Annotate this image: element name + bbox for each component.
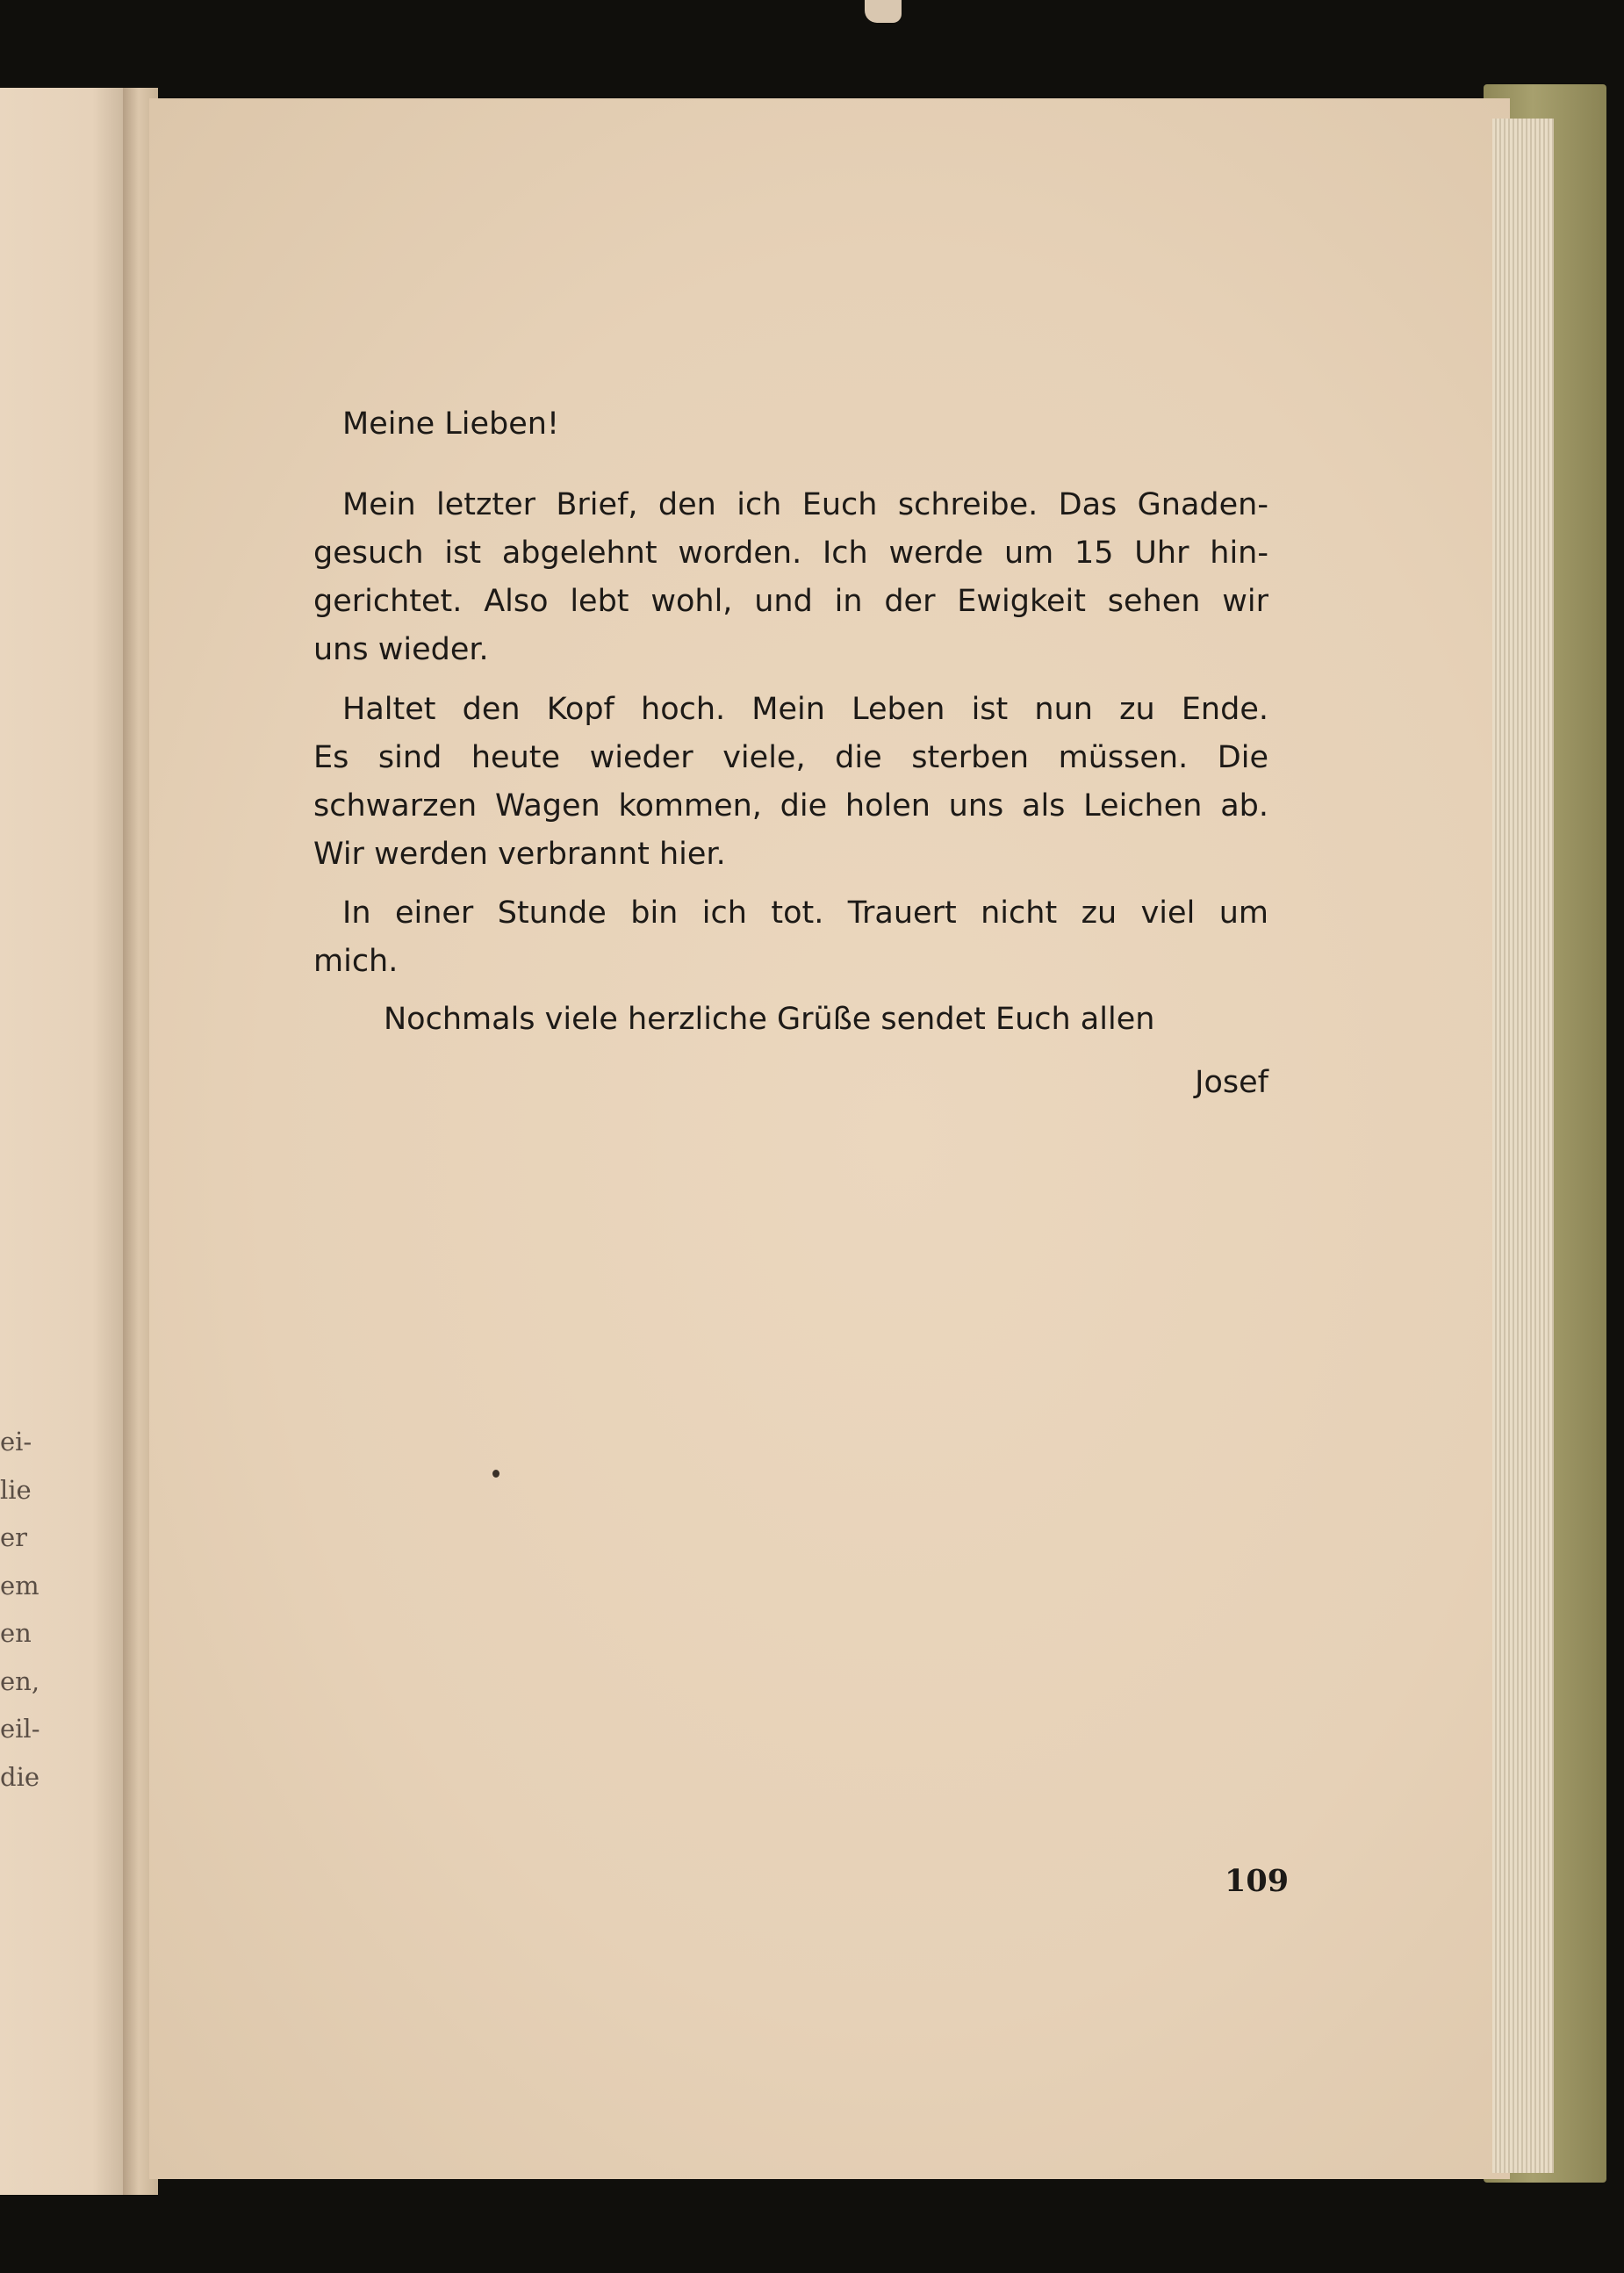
text-line: mich. bbox=[313, 944, 399, 979]
letter-paragraph-3 bbox=[313, 889, 1268, 986]
text-line: Es sind heute wieder viele, die sterben müssen. Die bbox=[313, 740, 1268, 775]
page-number: 109 bbox=[1225, 1863, 1290, 1899]
text-line: Mein letzter Brief, den ich Euch schreibe. Das Gnaden- bbox=[342, 487, 1268, 522]
text-line: uns wieder. bbox=[313, 632, 489, 667]
text-line: gerichtet. Also lebt wohl, und in der Ewigkeit sehen wir bbox=[313, 584, 1268, 619]
left-page-fragment: em bbox=[0, 1570, 40, 1600]
left-page bbox=[0, 88, 132, 2195]
left-page-fragment: er bbox=[0, 1522, 28, 1552]
page-block-edges bbox=[1492, 119, 1554, 2173]
left-page-fragment: eil- bbox=[0, 1714, 40, 1744]
letter-paragraph-1 bbox=[313, 481, 1268, 674]
text-line: Wir werden verbrannt hier. bbox=[313, 837, 726, 872]
left-page-fragment: en, bbox=[0, 1665, 40, 1696]
left-page-text-fragments bbox=[0, 1418, 40, 1801]
left-page-fragment: lie bbox=[0, 1474, 32, 1505]
letter-salutation: Meine Lieben! bbox=[342, 406, 560, 442]
left-page-fragment: ei- bbox=[0, 1427, 32, 1457]
text-line: In einer Stunde bin ich tot. Trauert nicht zu viel um bbox=[342, 896, 1268, 931]
letter-paragraph-2 bbox=[313, 686, 1268, 879]
text-line: Haltet den Kopf hoch. Mein Leben ist nun zu Ende. bbox=[342, 692, 1268, 727]
paper-scrap bbox=[865, 0, 902, 23]
left-page-fragment: en bbox=[0, 1618, 32, 1648]
ink-speck bbox=[492, 1470, 499, 1478]
letter-closing: Nochmals viele herzliche Grüße sendet Euch allen bbox=[384, 1002, 1155, 1037]
text-line: schwarzen Wagen kommen, die holen uns als Leichen ab. bbox=[313, 788, 1268, 824]
text-line: gesuch ist abgelehnt worden. Ich werde um 15 Uhr hin- bbox=[313, 536, 1268, 571]
letter-signature: Josef bbox=[1195, 1065, 1268, 1100]
left-page-fragment: die bbox=[0, 1761, 40, 1792]
